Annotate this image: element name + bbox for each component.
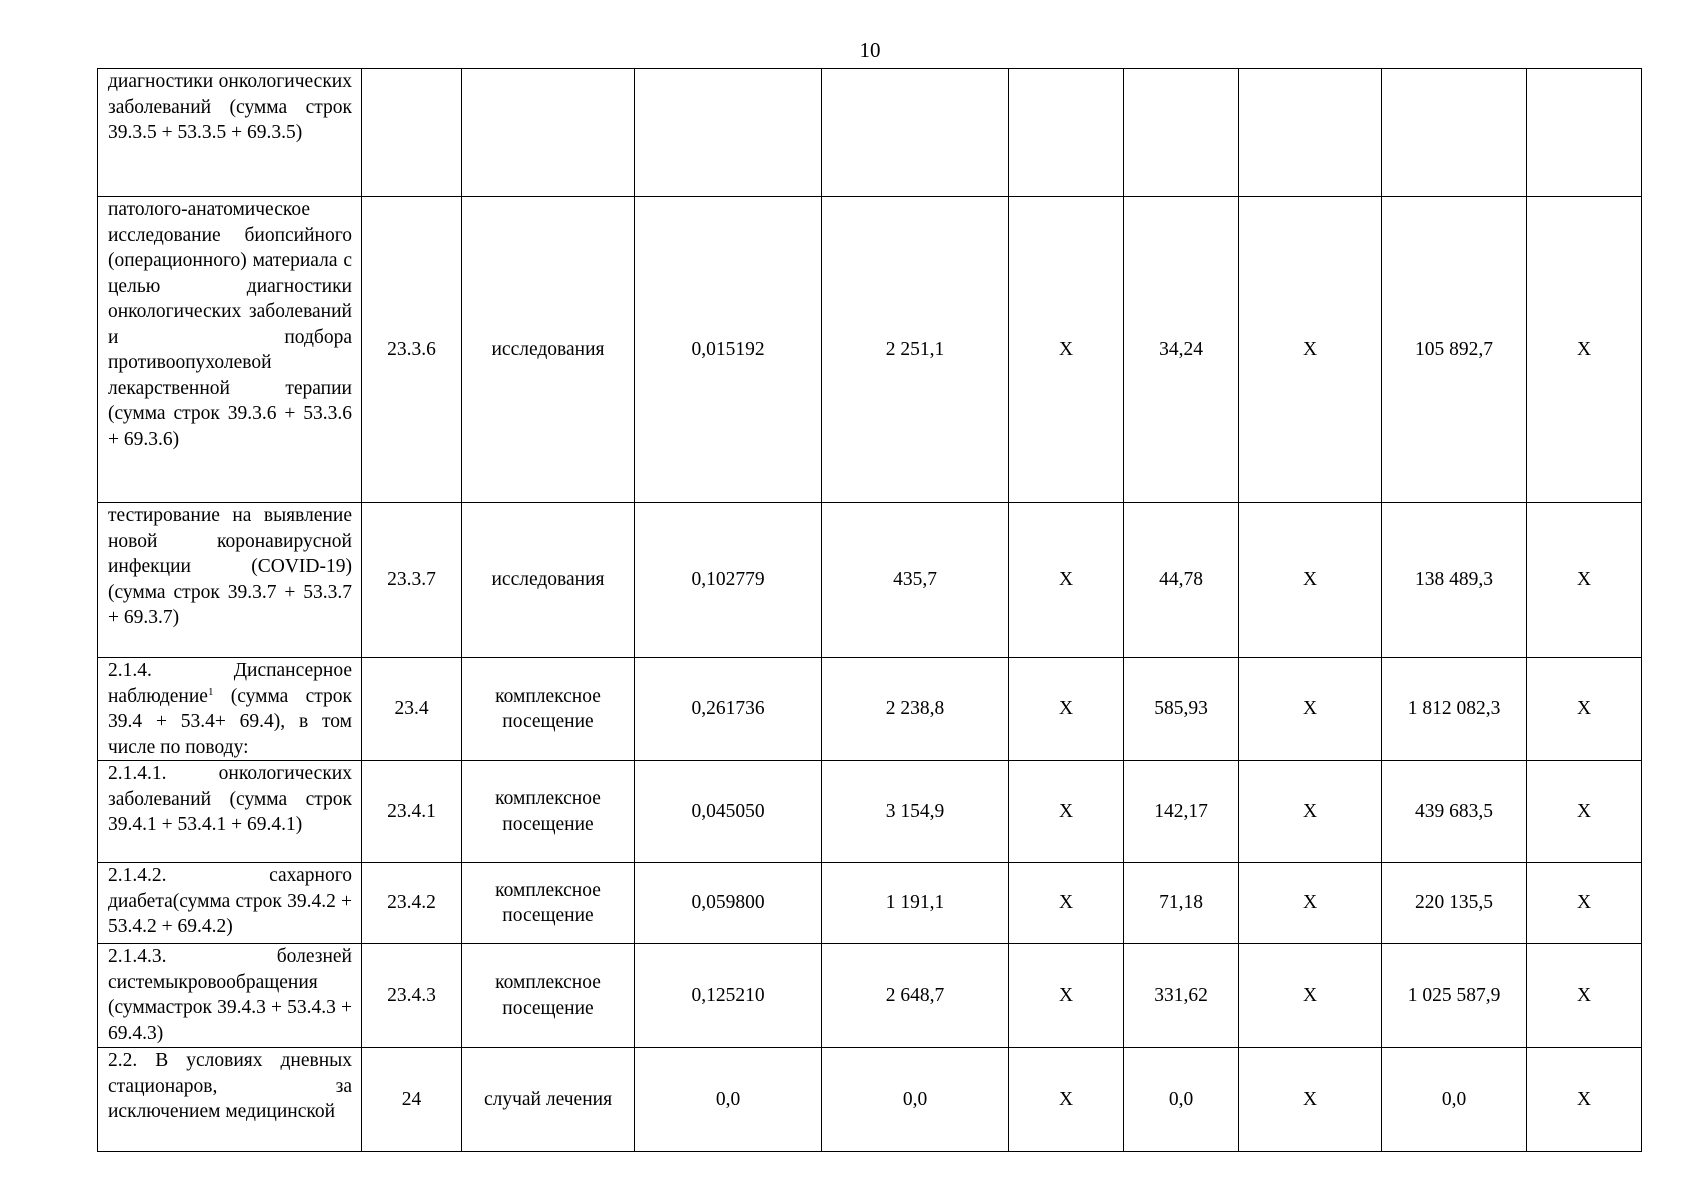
row-col6: X [1009, 863, 1124, 944]
table-row [98, 761, 1642, 863]
row-code: 24 [362, 1048, 462, 1152]
row-col7: 0,0 [1124, 1048, 1239, 1152]
row-name: 2.2. В условиях дневных стационаров, за исключением медицинской [98, 1048, 362, 1152]
row-col7: 34,24 [1124, 197, 1239, 503]
row-col6: X [1009, 1048, 1124, 1152]
row-cost: 0,0 [822, 1048, 1009, 1152]
table-row [98, 863, 1642, 944]
row-cost: 2 648,7 [822, 944, 1009, 1048]
row-name [98, 658, 362, 761]
row-col9: 105 892,7 [1382, 197, 1527, 503]
row-col8: X [1239, 944, 1382, 1048]
row-cost: 1 191,1 [822, 863, 1009, 944]
row-col10 [1527, 69, 1642, 197]
row-col10: X [1527, 863, 1642, 944]
row-col8: X [1239, 503, 1382, 658]
row-col9: 439 683,5 [1382, 761, 1527, 863]
row-col9: 0,0 [1382, 1048, 1527, 1152]
row-cost: 2 251,1 [822, 197, 1009, 503]
row-col7: 585,93 [1124, 658, 1239, 761]
row-col8: X [1239, 1048, 1382, 1152]
row-col6 [1009, 69, 1124, 197]
row-unit: комплексное посещение [462, 863, 635, 944]
row-col6: X [1009, 197, 1124, 503]
row-col7: 44,78 [1124, 503, 1239, 658]
row-code: 23.4.2 [362, 863, 462, 944]
row-cost: 3 154,9 [822, 761, 1009, 863]
row-col7: 71,18 [1124, 863, 1239, 944]
row-col8: X [1239, 197, 1382, 503]
row-code: 23.4.1 [362, 761, 462, 863]
row-code: 23.3.7 [362, 503, 462, 658]
page-number: 10 [859, 38, 881, 62]
row-col6: X [1009, 944, 1124, 1048]
row-norm: 0,102779 [635, 503, 822, 658]
row-cost [822, 69, 1009, 197]
row-col7 [1124, 69, 1239, 197]
row-col10: X [1527, 658, 1642, 761]
table-row [98, 1048, 1642, 1152]
data-table [97, 68, 1642, 1152]
row-col7: 142,17 [1124, 761, 1239, 863]
row-name: диагностики онкологических заболеваний (сумма строк 39.3.5 + 53.3.5 + 69.3.5) [98, 69, 362, 197]
row-col10: X [1527, 944, 1642, 1048]
row-col7: 331,62 [1124, 944, 1239, 1048]
row-name: 2.1.4.2. сахарного диабета(сумма строк 39.4.2 + 53.4.2 + 69.4.2) [98, 863, 362, 944]
table-row [98, 503, 1642, 658]
table-row [98, 69, 1642, 197]
row-norm: 0,045050 [635, 761, 822, 863]
table-row [98, 658, 1642, 761]
row-col10: X [1527, 1048, 1642, 1152]
row-col10: X [1527, 197, 1642, 503]
row-col6: X [1009, 761, 1124, 863]
row-unit: комплексное посещение [462, 658, 635, 761]
row-col6: X [1009, 658, 1124, 761]
row-unit: исследования [462, 503, 635, 658]
row-col9: 1 025 587,9 [1382, 944, 1527, 1048]
row-norm: 0,059800 [635, 863, 822, 944]
row-name: тестирование на выявление новой коронавирусной инфекции (COVID-19) (сумма строк 39.3.7 + 53.3.7 + 69.3.7) [98, 503, 362, 658]
row-norm [635, 69, 822, 197]
row-unit: случай лечения [462, 1048, 635, 1152]
row-norm: 0,015192 [635, 197, 822, 503]
row-col9: 138 489,3 [1382, 503, 1527, 658]
row-col9 [1382, 69, 1527, 197]
row-col10: X [1527, 761, 1642, 863]
row-col9: 1 812 082,3 [1382, 658, 1527, 761]
row-col6: X [1009, 503, 1124, 658]
row-cost: 2 238,8 [822, 658, 1009, 761]
row-name: патолого-анатомическое исследование биопсийного (операционного) материала с целью диагностики онкологических заболеваний и подбора противоопухолевой лекарственной терапии (сумма строк 39.3.6 + 53.3.6 + 69.3.6) [98, 197, 362, 503]
table-row [98, 197, 1642, 503]
row-unit: комплексное посещение [462, 761, 635, 863]
footnote-marker: 1 [207, 685, 214, 698]
row-unit: исследования [462, 197, 635, 503]
row-code: 23.4.3 [362, 944, 462, 1048]
row-norm: 0,261736 [635, 658, 822, 761]
row-name: 2.1.4.3. болезней системыкровообращения (суммастрок 39.4.3 + 53.4.3 + 69.4.3) [98, 944, 362, 1048]
row-unit: комплексное посещение [462, 944, 635, 1048]
row-col8: X [1239, 761, 1382, 863]
row-col8 [1239, 69, 1382, 197]
row-code [362, 69, 462, 197]
row-norm: 0,125210 [635, 944, 822, 1048]
row-col8: X [1239, 863, 1382, 944]
row-unit [462, 69, 635, 197]
row-name: 2.1.4.1. онкологических заболеваний (сумма строк 39.4.1 + 53.4.1 + 69.4.1) [98, 761, 362, 863]
row-col10: X [1527, 503, 1642, 658]
row-col9: 220 135,5 [1382, 863, 1527, 944]
table-row [98, 944, 1642, 1048]
row-name-text: 2.1.4. Диспансерное наблюдение [108, 660, 352, 707]
row-name-text-cont: (сумма строк 39.4 + 53.4+ 69.4), в том числе по поводу: [108, 685, 352, 758]
row-cost: 435,7 [822, 503, 1009, 658]
row-code: 23.3.6 [362, 197, 462, 503]
row-col8: X [1239, 658, 1382, 761]
row-code: 23.4 [362, 658, 462, 761]
row-norm: 0,0 [635, 1048, 822, 1152]
